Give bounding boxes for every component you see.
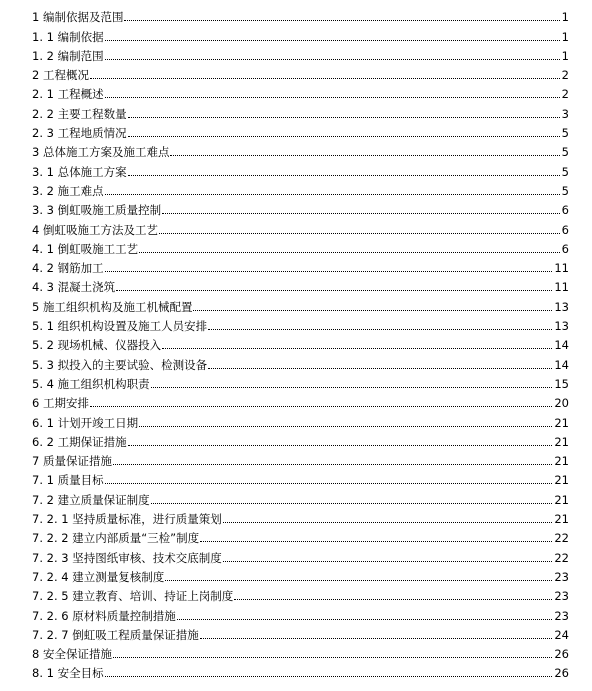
toc-entry-title: 4 倒虹吸施工方法及工艺	[32, 222, 158, 237]
toc-entry-page: 14	[554, 357, 569, 372]
toc-entry-title: 8 安全保证措施	[32, 647, 112, 662]
toc-entry[interactable]	[32, 661, 569, 680]
toc-entry[interactable]	[32, 237, 569, 256]
toc-entry-page: 24	[554, 627, 569, 642]
toc-entry[interactable]	[32, 449, 569, 468]
toc-entry-title: 1. 1 编制依据	[32, 29, 104, 44]
toc-entry[interactable]	[32, 333, 569, 352]
toc-entry[interactable]	[32, 275, 569, 294]
toc-entry[interactable]	[32, 5, 569, 24]
toc-entry-title: 7. 2. 6 原材料质量控制措施	[32, 608, 176, 623]
toc-entry[interactable]	[32, 584, 569, 603]
table-of-contents	[32, 5, 569, 680]
toc-entry[interactable]	[32, 372, 569, 391]
toc-entry-page: 11	[554, 261, 569, 276]
toc-entry-title: 5 施工组织机构及施工机械配置	[32, 299, 193, 314]
toc-entry[interactable]	[32, 487, 569, 506]
toc-dot-leader	[234, 599, 552, 600]
toc-entry-title: 6. 1 计划开竣工日期	[32, 415, 139, 430]
toc-dot-leader	[90, 406, 552, 407]
toc-entry-page: 21	[554, 492, 569, 507]
toc-dot-leader	[105, 40, 560, 41]
toc-entry-title: 5. 2 现场机械、仪器投入	[32, 338, 162, 353]
toc-entry-title: 2 工程概况	[32, 68, 89, 83]
toc-entry-page: 2	[561, 68, 569, 83]
toc-dot-leader	[151, 503, 553, 504]
toc-entry-page: 1	[561, 29, 569, 44]
toc-dot-leader	[105, 97, 560, 98]
toc-entry-page: 23	[554, 569, 569, 584]
toc-entry-page: 21	[554, 415, 569, 430]
toc-entry-page: 3	[561, 106, 569, 121]
toc-entry-page: 2	[561, 87, 569, 102]
toc-dot-leader	[165, 580, 552, 581]
toc-entry-title: 7. 2 建立质量保证制度	[32, 492, 150, 507]
toc-entry-title: 2. 2 主要工程数量	[32, 106, 127, 121]
toc-entry[interactable]	[32, 314, 569, 333]
toc-entry-page: 20	[554, 396, 569, 411]
toc-entry[interactable]	[32, 545, 569, 564]
toc-entry-page: 13	[554, 319, 569, 334]
toc-entry[interactable]	[32, 565, 569, 584]
toc-dot-leader	[177, 619, 553, 620]
toc-entry[interactable]	[32, 256, 569, 275]
toc-dot-leader	[162, 213, 560, 214]
toc-dot-leader	[200, 638, 553, 639]
toc-dot-leader	[223, 561, 553, 562]
toc-entry[interactable]	[32, 642, 569, 661]
toc-dot-leader	[113, 657, 552, 658]
toc-entry[interactable]	[32, 198, 569, 217]
toc-dot-leader	[128, 445, 553, 446]
toc-entry-title: 2. 3 工程地质情况	[32, 126, 127, 141]
toc-entry[interactable]	[32, 44, 569, 63]
toc-entry-title: 6 工期安排	[32, 396, 89, 411]
toc-entry-page: 5	[561, 145, 569, 160]
toc-dot-leader	[116, 290, 552, 291]
toc-entry[interactable]	[32, 352, 569, 371]
toc-entry[interactable]	[32, 82, 569, 101]
toc-entry-page: 21	[554, 512, 569, 527]
toc-entry-title: 4. 2 钢筋加工	[32, 261, 104, 276]
toc-entry[interactable]	[32, 217, 569, 236]
toc-entry-page: 6	[561, 203, 569, 218]
toc-dot-leader	[105, 483, 553, 484]
toc-entry[interactable]	[32, 121, 569, 140]
toc-entry[interactable]	[32, 430, 569, 449]
toc-entry-title: 1. 2 编制范围	[32, 48, 104, 63]
toc-entry-page: 23	[554, 589, 569, 604]
toc-dot-leader	[223, 522, 553, 523]
toc-dot-leader	[159, 233, 560, 234]
toc-entry-title: 3. 3 倒虹吸施工质量控制	[32, 203, 162, 218]
toc-dot-leader	[105, 676, 553, 677]
toc-entry-title: 7. 2. 7 倒虹吸工程质量保证措施	[32, 627, 199, 642]
toc-entry-title: 7. 2. 5 建立教育、培训、持证上岗制度	[32, 589, 234, 604]
toc-entry-title: 7. 2. 4 建立测量复核制度	[32, 569, 165, 584]
toc-entry-page: 6	[561, 241, 569, 256]
toc-entry[interactable]	[32, 179, 569, 198]
toc-entry-title: 5. 4 施工组织机构职责	[32, 376, 150, 391]
toc-entry-page: 11	[554, 280, 569, 295]
toc-dot-leader	[151, 387, 553, 388]
toc-entry[interactable]	[32, 63, 569, 82]
toc-entry-title: 3. 2 施工难点	[32, 183, 104, 198]
toc-dot-leader	[193, 310, 552, 311]
toc-entry-page: 21	[554, 473, 569, 488]
toc-dot-leader	[105, 271, 553, 272]
toc-entry[interactable]	[32, 294, 569, 313]
toc-entry-title: 5. 1 组织机构设置及施工人员安排	[32, 319, 208, 334]
toc-entry-title: 1 编制依据及范围	[32, 10, 124, 25]
toc-entry-page: 5	[561, 164, 569, 179]
toc-entry-page: 6	[561, 222, 569, 237]
toc-entry[interactable]	[32, 410, 569, 429]
toc-entry[interactable]	[32, 526, 569, 545]
toc-entry[interactable]	[32, 159, 569, 178]
toc-dot-leader	[208, 368, 552, 369]
toc-entry-page: 21	[554, 454, 569, 469]
toc-dot-leader	[200, 541, 552, 542]
toc-entry[interactable]	[32, 101, 569, 120]
toc-entry-page: 1	[561, 10, 569, 25]
toc-dot-leader	[105, 194, 560, 195]
toc-entry-title: 7. 1 质量目标	[32, 473, 104, 488]
toc-dot-leader	[208, 329, 552, 330]
toc-entry-page: 26	[554, 647, 569, 662]
toc-entry-page: 21	[554, 434, 569, 449]
toc-entry-title: 7 质量保证措施	[32, 454, 112, 469]
toc-entry-page: 5	[561, 183, 569, 198]
toc-dot-leader	[139, 252, 560, 253]
toc-dot-leader	[105, 59, 560, 60]
toc-entry-title: 8. 1 安全目标	[32, 666, 104, 681]
toc-entry-page: 26	[554, 666, 569, 681]
toc-entry-page: 23	[554, 608, 569, 623]
toc-entry-page: 22	[554, 550, 569, 565]
toc-dot-leader	[90, 78, 560, 79]
toc-dot-leader	[170, 155, 559, 156]
toc-entry-title: 7. 2. 2 建立内部质量“三检”制度	[32, 531, 200, 546]
toc-dot-leader	[128, 136, 560, 137]
toc-dot-leader	[139, 426, 552, 427]
toc-dot-leader	[128, 175, 560, 176]
toc-dot-leader	[128, 117, 560, 118]
toc-entry-page: 14	[554, 338, 569, 353]
toc-entry[interactable]	[32, 468, 569, 487]
toc-entry[interactable]	[32, 24, 569, 43]
toc-entry-page: 13	[554, 299, 569, 314]
toc-entry-title: 5. 3 拟投入的主要试验、检测设备	[32, 357, 208, 372]
toc-entry[interactable]	[32, 507, 569, 526]
toc-entry-page: 22	[554, 531, 569, 546]
toc-dot-leader	[124, 20, 559, 21]
toc-entry-title: 4. 1 倒虹吸施工工艺	[32, 241, 139, 256]
toc-entry-title: 7. 2. 3 坚持图纸审核、技术交底制度	[32, 550, 222, 565]
toc-entry-title: 4. 3 混凝土浇筑	[32, 280, 116, 295]
toc-entry-page: 5	[561, 126, 569, 141]
toc-dot-leader	[162, 348, 552, 349]
toc-entry-title: 7. 2. 1 坚持质量标准，进行质量策划	[32, 512, 222, 527]
toc-entry-title: 3 总体施工方案及施工难点	[32, 145, 170, 160]
toc-entry[interactable]	[32, 140, 569, 159]
toc-entry-page: 1	[561, 48, 569, 63]
toc-entry-title: 3. 1 总体施工方案	[32, 164, 127, 179]
toc-entry[interactable]	[32, 603, 569, 622]
toc-entry[interactable]	[32, 623, 569, 642]
toc-entry[interactable]	[32, 391, 569, 410]
toc-entry-title: 6. 2 工期保证措施	[32, 434, 127, 449]
toc-dot-leader	[113, 464, 552, 465]
toc-entry-page: 15	[554, 376, 569, 391]
toc-entry-title: 2. 1 工程概述	[32, 87, 104, 102]
